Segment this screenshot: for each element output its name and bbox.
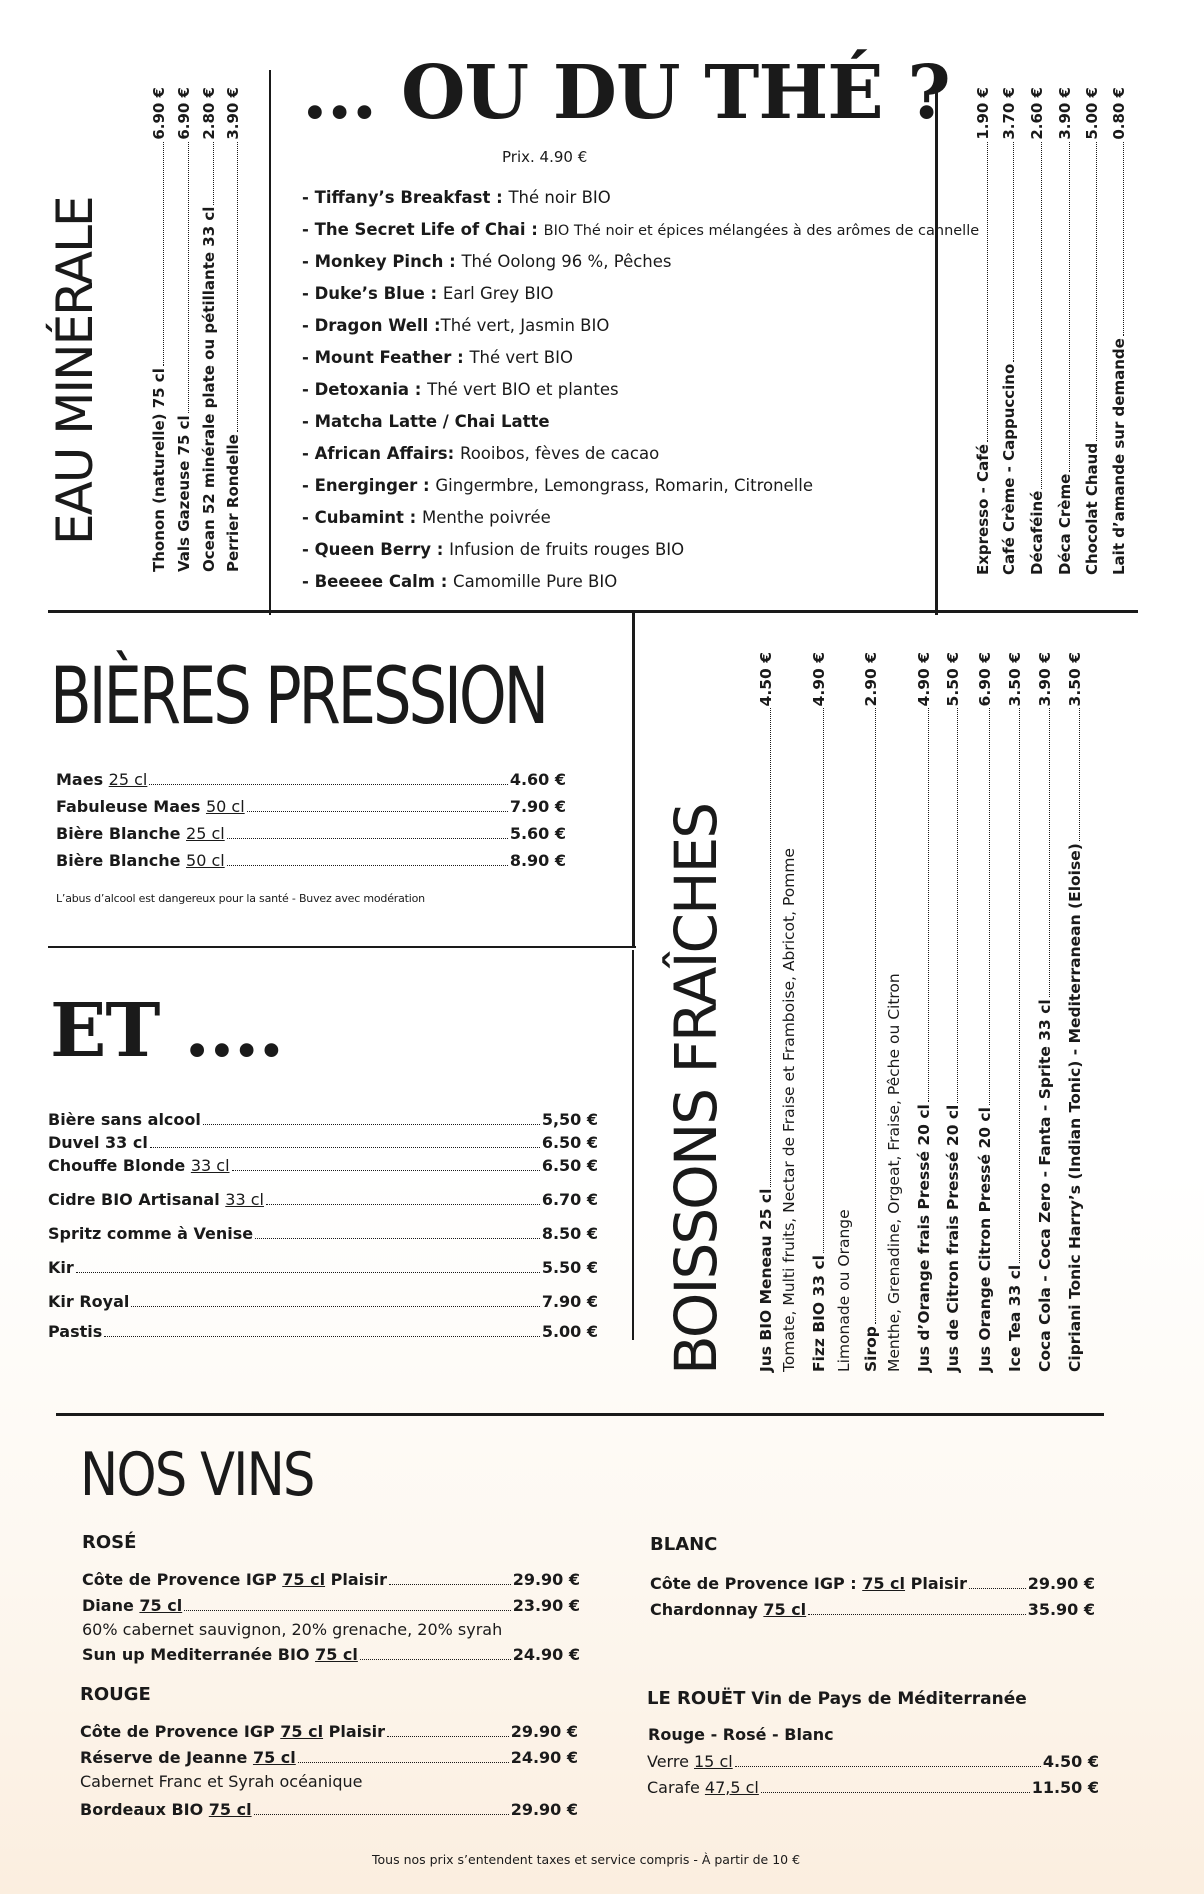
divider-vertical-left	[269, 70, 271, 615]
wine-item-name	[80, 1800, 252, 1819]
wine-item	[80, 1722, 578, 1741]
wine-item-label: Sun up Mediterranée BIO	[82, 1645, 316, 1664]
wine-item	[80, 1800, 578, 1819]
wine-item-price: 24.90 €	[510, 1748, 578, 1767]
rouet-item	[647, 1778, 1099, 1797]
et-item-size: 33 cl	[225, 1190, 264, 1209]
biere-item-label: Bière Blanche	[56, 851, 187, 870]
wine-item-name	[82, 1570, 387, 1589]
cafe-item-price: 2.60 €	[1028, 87, 1046, 140]
wine-item	[650, 1574, 1095, 1593]
boisson-item-price: 4.90 €	[915, 652, 933, 707]
boisson-item-desc: Menthe, Grenadine, Orgeat, Fraise, Pêche ou Citron	[885, 973, 903, 1372]
rouet-colors: Rouge - Rosé - Blanc	[648, 1725, 834, 1744]
boisson-item	[1066, 652, 1084, 1372]
boisson-item-price: 6.90 €	[976, 652, 994, 707]
dot-leader	[163, 142, 164, 366]
et-item-price: 5.00 €	[541, 1322, 598, 1341]
wine-item-size: 75 cl	[139, 1596, 183, 1615]
tea-item	[302, 476, 813, 495]
et-item	[48, 1156, 598, 1175]
dot-leader	[254, 1814, 509, 1815]
et-item-price: 6.50 €	[541, 1133, 598, 1152]
et-item-label: Bière sans alcool	[48, 1110, 201, 1129]
et-item-price: 5.50 €	[541, 1258, 598, 1277]
dot-leader	[131, 1306, 539, 1307]
bieres-title: BIÈRES PRESSION	[50, 652, 546, 742]
wine-item-name	[82, 1596, 182, 1615]
divider-horizontal-middle	[48, 946, 636, 948]
dot-leader	[266, 1204, 540, 1205]
dot-leader	[360, 1659, 511, 1660]
tea-item-desc: Camomille Pure BIO	[453, 572, 618, 591]
boisson-item-price: 3.50 €	[1006, 652, 1024, 707]
boisson-item-price: 3.50 €	[1066, 652, 1084, 707]
wine-item-name	[650, 1574, 967, 1593]
rouet-item-size: 47,5 cl	[704, 1778, 759, 1797]
eau-title: EAU MINÉRALE	[46, 197, 104, 545]
dot-leader	[387, 1736, 509, 1737]
dot-leader	[255, 1238, 540, 1239]
et-item	[48, 1224, 598, 1243]
tea-item-name: - African Affairs:	[302, 444, 460, 463]
et-item-name	[48, 1258, 74, 1277]
eau-item-name: Ocean 52 minérale plate ou pétillante 33 cl	[200, 206, 218, 572]
divider-vertical-right	[935, 70, 938, 615]
boisson-item	[757, 652, 775, 1372]
tea-item	[302, 380, 619, 399]
divider-vertical-center-low	[632, 950, 634, 1340]
et-item-name	[48, 1110, 201, 1129]
boisson-item-price: 5.50 €	[944, 652, 962, 707]
boisson-item-name: Ice Tea 33 cl	[1006, 1264, 1024, 1372]
et-item-name	[48, 1156, 230, 1175]
tea-item-name: - Matcha Latte / Chai Latte	[302, 412, 550, 431]
tea-item-desc: Rooibos, fèves de cacao	[459, 444, 660, 463]
cafe-item	[974, 87, 992, 575]
wine-item-label: Diane	[82, 1596, 140, 1615]
wine-item-price: 29.90 €	[512, 1570, 580, 1589]
cafe-item-price: 5.00 €	[1083, 87, 1101, 140]
biere-item-size: 25 cl	[108, 770, 148, 789]
boisson-item-price: 4.90 €	[810, 652, 828, 707]
eau-item-name: Vals Gazeuse 75 cl	[175, 415, 193, 572]
et-item	[48, 1258, 598, 1277]
dot-leader	[735, 1766, 1041, 1767]
wine-item-extra: Plaisir	[905, 1574, 967, 1593]
tea-item	[302, 316, 609, 335]
vins-title: NOS VINS	[80, 1440, 314, 1510]
dot-leader	[770, 708, 771, 1186]
dot-leader	[298, 1762, 509, 1763]
rouet-item-price: 11.50 €	[1031, 1778, 1099, 1797]
boisson-item-desc: Limonade ou Orange	[835, 1209, 853, 1372]
boissons-title: BOISSONS FRAÎCHES	[662, 803, 730, 1375]
divider-vertical-center	[632, 612, 635, 947]
rouet-name: LE ROUËT	[647, 1688, 746, 1709]
biere-item-label: Fabuleuse Maes	[56, 797, 206, 816]
cafe-item-name: Lait d’amande sur demande	[1110, 338, 1128, 575]
dot-leader	[1096, 142, 1097, 441]
biere-item-price: 8.90 €	[509, 851, 566, 870]
et-item-name	[48, 1190, 264, 1209]
boisson-item-price: 2.90 €	[862, 652, 880, 707]
cafe-item-name: Café Crème - Cappuccino	[1000, 363, 1018, 575]
wine-item-price: 24.90 €	[512, 1645, 580, 1664]
cafe-item	[1110, 87, 1128, 575]
dot-leader	[76, 1272, 540, 1273]
cafe-item	[1083, 87, 1101, 575]
tea-item	[302, 348, 573, 367]
dot-leader	[104, 1336, 540, 1337]
et-item-name	[48, 1133, 148, 1152]
boisson-item-price: 3.90 €	[1036, 652, 1054, 707]
divider-horizontal-top	[48, 610, 1138, 613]
the-title: ... OU DU THÉ ?	[302, 50, 950, 136]
tea-item-desc: Menthe poivrée	[421, 508, 551, 527]
eau-item-price: 6.90 €	[175, 87, 193, 140]
wine-item-note: 60% cabernet sauvignon, 20% grenache, 20% syrah	[82, 1620, 503, 1639]
wine-item-extra: Plaisir	[323, 1722, 386, 1741]
tea-item-desc: Thé vert, Jasmin BIO	[440, 316, 610, 335]
biere-item	[56, 851, 566, 870]
dot-leader	[232, 1170, 540, 1171]
boisson-item-desc: Tomate, Multi fruits, Nectar de Fraise et Framboise, Abricot, Pomme	[780, 848, 798, 1372]
biere-item-size: 50 cl	[205, 797, 245, 816]
wine-item-price: 29.90 €	[510, 1722, 578, 1741]
dot-leader	[227, 865, 508, 866]
tea-item-desc: BIO Thé noir et épices mélangées à des arômes de cannelle	[543, 223, 980, 239]
wine-item-size: 75 cl	[282, 1570, 326, 1589]
eau-item-price: 6.90 €	[150, 87, 168, 140]
eau-item-price: 3.90 €	[224, 87, 242, 140]
boisson-item-name: Jus d’Orange frais Pressé 20 cl	[915, 1104, 933, 1372]
boisson-item-name: Coca Cola - Coca Zero - Fanta - Sprite 33 cl	[1036, 999, 1054, 1372]
rouet-subtitle: Vin de Pays de Méditerranée	[745, 1689, 1027, 1709]
et-item-price: 5,50 €	[541, 1110, 598, 1129]
wine-item-label: Côte de Provence IGP :	[650, 1574, 863, 1593]
tea-item	[302, 508, 551, 527]
divider-horizontal-bottom	[56, 1413, 1104, 1416]
cafe-item	[1028, 87, 1046, 575]
wine-item-name	[650, 1600, 806, 1619]
rouet-item	[647, 1752, 1099, 1771]
dot-leader	[247, 811, 508, 812]
dot-leader	[188, 142, 189, 414]
tea-item	[302, 220, 979, 239]
et-title: ET ....	[50, 988, 284, 1074]
biere-item-size: 25 cl	[186, 824, 225, 843]
wine-item	[80, 1748, 578, 1767]
dot-leader	[808, 1614, 1026, 1615]
boisson-item	[862, 652, 880, 1372]
biere-item-price: 4.60 €	[509, 770, 566, 789]
et-item-name	[48, 1292, 129, 1311]
footer-note: Tous nos prix s’entendent taxes et service compris - À partir de 10 €	[372, 1852, 801, 1867]
dot-leader	[928, 708, 929, 1102]
et-item	[48, 1190, 598, 1209]
cafe-item	[1000, 87, 1018, 575]
dot-leader	[875, 708, 876, 1324]
cafe-item-price: 1.90 €	[974, 87, 992, 140]
et-item-label: Kir	[48, 1258, 74, 1277]
tea-item	[302, 444, 659, 463]
et-item	[48, 1110, 598, 1129]
tea-item	[302, 252, 672, 271]
biere-item-price: 5.60 €	[509, 824, 566, 843]
biere-item-price: 7.90 €	[509, 797, 566, 816]
eau-item-name: Perrier Rondelle	[224, 434, 242, 572]
biere-item	[56, 824, 566, 843]
wine-item	[82, 1645, 580, 1664]
cafe-item-name: Décaféiné	[1028, 490, 1046, 575]
dot-leader	[987, 142, 988, 442]
eau-item-name: Thonon (naturelle) 75 cl	[150, 368, 168, 572]
dot-leader	[237, 142, 238, 433]
dot-leader	[1013, 142, 1014, 362]
boisson-item-name: Fizz BIO 33 cl	[810, 1255, 828, 1372]
wine-item-note: Cabernet Franc et Syrah océanique	[80, 1772, 363, 1791]
cafe-item-price: 3.90 €	[1056, 87, 1074, 140]
biere-item-name	[56, 797, 245, 816]
biere-item-label: Bière Blanche	[56, 824, 187, 843]
wine-item-price: 29.90 €	[1027, 1574, 1095, 1593]
et-item	[48, 1133, 598, 1152]
wine-item	[82, 1570, 580, 1589]
biere-item	[56, 770, 566, 789]
et-item-name	[48, 1322, 102, 1341]
tea-item	[302, 412, 550, 431]
tea-item	[302, 572, 617, 591]
dot-leader	[823, 708, 824, 1253]
wine-item-label: Chardonnay	[650, 1600, 764, 1619]
rouge-heading: ROUGE	[80, 1684, 151, 1705]
dot-leader	[203, 1124, 540, 1125]
dot-leader	[1069, 142, 1070, 472]
tea-item-name: - The Secret Life of Chai :	[302, 220, 544, 239]
et-item	[48, 1322, 598, 1341]
tea-item-desc: Gingermbre, Lemongrass, Romarin, Citronelle	[435, 476, 814, 495]
et-item-price: 6.70 €	[541, 1190, 598, 1209]
boisson-item-name: Jus BIO Meneau 25 cl	[757, 1188, 775, 1372]
rouet-item-name	[647, 1752, 733, 1771]
dot-leader	[227, 838, 508, 839]
wine-item-size: 75 cl	[280, 1722, 324, 1741]
boisson-item	[944, 652, 962, 1372]
cafe-item-name: Chocolat Chaud	[1083, 442, 1101, 575]
et-item-price: 7.90 €	[541, 1292, 598, 1311]
cafe-item-name: Expresso - Café	[974, 444, 992, 575]
biere-item-name	[56, 851, 225, 870]
wine-item-size: 75 cl	[763, 1600, 807, 1619]
dot-leader	[213, 142, 214, 205]
tea-item-desc: Thé vert BIO	[469, 348, 573, 367]
tea-item-name: - Monkey Pinch :	[302, 252, 462, 271]
eau-item	[200, 87, 218, 572]
biere-item-name	[56, 770, 147, 789]
wine-item-price: 29.90 €	[510, 1800, 578, 1819]
tea-item-name: - Energinger :	[302, 476, 436, 495]
tea-item-name: - Mount Feather :	[302, 348, 470, 367]
tea-item	[302, 188, 611, 207]
wine-item-price: 35.90 €	[1027, 1600, 1095, 1619]
alcohol-notice: L’abus d’alcool est dangereux pour la santé - Buvez avec modération	[56, 892, 425, 905]
boisson-item-name: Sirop	[862, 1326, 880, 1372]
wine-item-label: Côte de Provence IGP	[82, 1570, 283, 1589]
eau-item	[224, 87, 242, 572]
et-item-label: Chouffe Blonde	[48, 1156, 191, 1175]
rouet-item-price: 4.50 €	[1042, 1752, 1099, 1771]
rouet-heading	[647, 1688, 1027, 1709]
wine-item	[650, 1600, 1095, 1619]
wine-item-label: Réserve de Jeanne	[80, 1748, 253, 1767]
tea-item-name: - Tiffany’s Breakfast :	[302, 188, 509, 207]
dot-leader	[150, 1147, 540, 1148]
the-price: Prix. 4.90 €	[502, 148, 588, 166]
et-item-label: Spritz comme à Venise	[48, 1224, 254, 1243]
et-item-price: 8.50 €	[541, 1224, 598, 1243]
cafe-item-name: Déca Crème	[1056, 473, 1074, 575]
wine-item-size: 75 cl	[208, 1800, 252, 1819]
boisson-item	[976, 652, 994, 1372]
et-item-price: 6.50 €	[541, 1156, 598, 1175]
wine-item-name	[80, 1748, 296, 1767]
tea-item-name: - Beeeee Calm :	[302, 572, 454, 591]
dot-leader	[1123, 142, 1124, 337]
et-item-label: Kir Royal	[48, 1292, 130, 1311]
biere-item	[56, 797, 566, 816]
tea-item-desc: Infusion de fruits rouges BIO	[449, 540, 685, 559]
biere-item-size: 50 cl	[186, 851, 225, 870]
et-item-label: Cidre BIO Artisanal	[48, 1190, 226, 1209]
rouet-item-label: Verre	[647, 1752, 694, 1771]
wine-item-label: Bordeaux BIO	[80, 1800, 209, 1819]
rouet-item-name	[647, 1778, 759, 1797]
tea-item-desc: Thé noir BIO	[508, 188, 611, 207]
et-item	[48, 1292, 598, 1311]
wine-item-name	[82, 1645, 358, 1664]
cafe-item-price: 0.80 €	[1110, 87, 1128, 140]
eau-item	[175, 87, 193, 572]
dot-leader	[149, 784, 507, 785]
dot-leader	[1041, 142, 1042, 489]
boisson-item	[810, 652, 828, 1372]
boisson-item-name: Jus Orange Citron Pressé 20 cl	[976, 1107, 994, 1372]
dot-leader	[969, 1588, 1026, 1589]
dot-leader	[957, 708, 958, 1102]
biere-item-label: Maes	[56, 770, 109, 789]
et-item-label: Duvel 33 cl	[48, 1133, 148, 1152]
boisson-item-price: 4.50 €	[757, 652, 775, 707]
wine-item-size: 75 cl	[862, 1574, 906, 1593]
tea-item-name: - Detoxania :	[302, 380, 428, 399]
wine-item	[82, 1596, 580, 1615]
wine-item-label: Côte de Provence IGP	[80, 1722, 281, 1741]
tea-item-desc: Thé vert BIO et plantes	[427, 380, 619, 399]
dot-leader	[389, 1584, 511, 1585]
et-item-size: 33 cl	[190, 1156, 230, 1175]
tea-item-name: - Dragon Well :	[302, 316, 441, 335]
dot-leader	[761, 1792, 1030, 1793]
rouet-item-label: Carafe	[647, 1778, 705, 1797]
dot-leader	[989, 708, 990, 1105]
boisson-item-name: Cipriani Tonic Harry’s (Indian Tonic) - Mediterranean (Eloise)	[1066, 843, 1084, 1372]
cafe-item-price: 3.70 €	[1000, 87, 1018, 140]
wine-item-name	[80, 1722, 385, 1741]
dot-leader	[1019, 708, 1020, 1262]
boisson-item-name: Jus de Citron frais Pressé 20 cl	[944, 1104, 962, 1372]
blanc-heading: BLANC	[650, 1534, 718, 1555]
tea-item-desc: Earl Grey BIO	[442, 284, 554, 303]
boisson-item	[1036, 652, 1054, 1372]
wine-item-extra: Plaisir	[325, 1570, 388, 1589]
tea-item-name: - Duke’s Blue :	[302, 284, 443, 303]
wine-item-price: 23.90 €	[512, 1596, 580, 1615]
boisson-item	[1006, 652, 1024, 1372]
eau-item	[150, 87, 168, 572]
dot-leader	[184, 1610, 511, 1611]
dot-leader	[1079, 708, 1080, 841]
biere-item-name	[56, 824, 225, 843]
tea-item-name: - Cubamint :	[302, 508, 422, 527]
et-item-name	[48, 1224, 253, 1243]
cafe-item	[1056, 87, 1074, 575]
wine-item-size: 75 cl	[252, 1748, 296, 1767]
wine-item-size: 75 cl	[315, 1645, 358, 1664]
rouet-item-size: 15 cl	[694, 1752, 733, 1771]
rose-heading: ROSÉ	[82, 1532, 137, 1553]
eau-item-price: 2.80 €	[200, 87, 218, 140]
tea-item	[302, 284, 554, 303]
boisson-item	[915, 652, 933, 1372]
tea-item	[302, 540, 684, 559]
tea-item-name: - Queen Berry :	[302, 540, 450, 559]
et-item-label: Pastis	[48, 1322, 103, 1341]
tea-item-desc: Thé Oolong 96 %, Pêches	[461, 252, 672, 271]
dot-leader	[1049, 708, 1050, 997]
